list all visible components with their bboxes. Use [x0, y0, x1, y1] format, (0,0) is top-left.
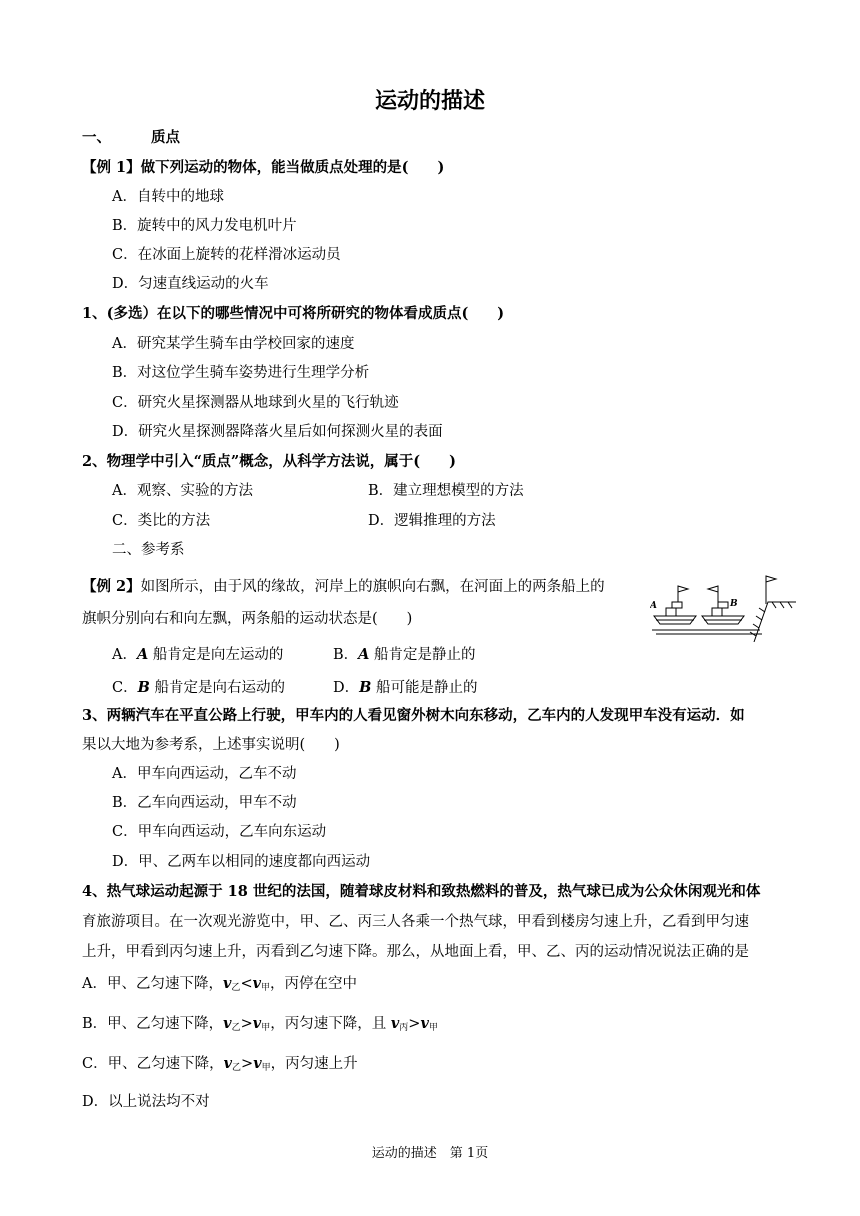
question-3-option-a: A．甲车向西运动，乙车不动: [112, 766, 297, 782]
boat-a-flag: [678, 586, 688, 592]
example-2-line-1: 【例 2】如图所示，由于风的缘故，河岸上的旗帜向右飘，在河面上的两条船上的: [82, 578, 605, 595]
boat-a-label: A: [650, 601, 657, 611]
question-4-option-c: C．甲、乙匀速下降，$v_乙>v_甲$，丙匀速上升: [82, 1055, 358, 1073]
shore-flag: [766, 576, 776, 582]
question-3-option-d: D．甲、乙两车以相同的速度都向西运动: [112, 854, 371, 870]
question-1-option-a: A．研究某学生骑车由学校回家的速度: [112, 336, 355, 352]
example-2-option-c: C．B 船肯定是向右运动的: [112, 679, 285, 696]
section-heading-1: 一、 质点: [82, 129, 180, 146]
question-2-option-c: C．类比的方法: [112, 513, 211, 529]
question-3-option-b: B．乙车向西运动，甲车不动: [112, 795, 297, 811]
example-1-option-b: B．旋转中的风力发电机叶片: [112, 218, 297, 234]
question-2-option-a: A．观察、实验的方法: [112, 483, 253, 499]
boats-river-figure: [650, 572, 798, 642]
example-2-option-a: A．A 船肯定是向左运动的: [112, 646, 284, 663]
question-2-option-b: B．建立理想模型的方法: [368, 483, 524, 499]
boat-a-cabin: [666, 608, 676, 616]
question-4-option-d: D．以上说法均不对: [82, 1094, 210, 1110]
boat-b-cabin: [712, 608, 722, 616]
question-4-line-3: 上升，甲看到丙匀速上升，丙看到乙匀速下降。那么，从地面上看，甲、乙、丙的运动情况说法正确的是: [82, 944, 749, 960]
example-2-option-d: D．B 船可能是静止的: [333, 679, 478, 696]
question-1-option-c: C．研究火星探测器从地球到火星的飞行轨迹: [112, 395, 399, 411]
question-4-line-2: 育旅游项目。在一次观光游览中，甲、乙、丙三人各乘一个热气球，甲看到楼房匀速上升，乙看到甲匀速: [82, 914, 749, 930]
question-4-option-a: A．甲、乙匀速下降，$v_乙<v_甲$，丙停在空中: [82, 975, 358, 993]
question-1-option-b: B．对这位学生骑车姿势进行生理学分析: [112, 365, 370, 381]
boat-b-label: B: [730, 599, 738, 609]
boat-b-flag: [708, 586, 718, 592]
example-1-stem: 【例 1】做下列运动的物体，能当做质点处理的是( ): [82, 159, 445, 176]
question-2-stem: 2、物理学中引入“质点”概念，从科学方法说，属于( ): [82, 453, 456, 470]
example-1-option-c: C．在冰面上旋转的花样滑冰运动员: [112, 247, 341, 263]
page-title: 运动的描述: [374, 89, 485, 114]
example-2-line-2: 旗帜分别向右和向左飘，两条船的运动状态是( ): [82, 611, 413, 627]
question-1-option-d: D．研究火星探测器降落火星后如何探测火星的表面: [112, 424, 443, 440]
section-heading-2: 二、参考系: [112, 542, 185, 558]
question-3-line-1: 3、两辆汽车在平直公路上行驶，甲车内的人看见窗外树木向东移动，乙车内的人发现甲车没有运动．如: [82, 707, 745, 724]
question-3-line-2: 果以大地为参考系，上述事实说明( ): [82, 737, 340, 753]
question-2-option-d: D．逻辑推理的方法: [368, 513, 496, 529]
question-3-option-c: C．甲车向西运动，乙车向东运动: [112, 824, 327, 840]
example-1-option-a: A．自转中的地球: [112, 189, 224, 205]
page-footer: 运动的描述 第 1页: [371, 1146, 489, 1161]
question-1-stem: 1、(多选）在以下的哪些情况中可将所研究的物体看成质点( ): [82, 305, 505, 322]
question-4-option-b: B．甲、乙匀速下降，$v_乙>v_甲$，丙匀速下降，且 $v_丙>v_甲$: [82, 1015, 438, 1033]
example-2-option-b: B．A 船肯定是静止的: [333, 646, 476, 663]
river-bank: [754, 602, 796, 642]
example-1-option-d: D．匀速直线运动的火车: [112, 276, 269, 292]
question-4-line-1: 4、热气球运动起源于 18 世纪的法国，随着球皮材料和致热燃料的普及，热气球已成为公众休闲观光和体: [82, 883, 761, 900]
